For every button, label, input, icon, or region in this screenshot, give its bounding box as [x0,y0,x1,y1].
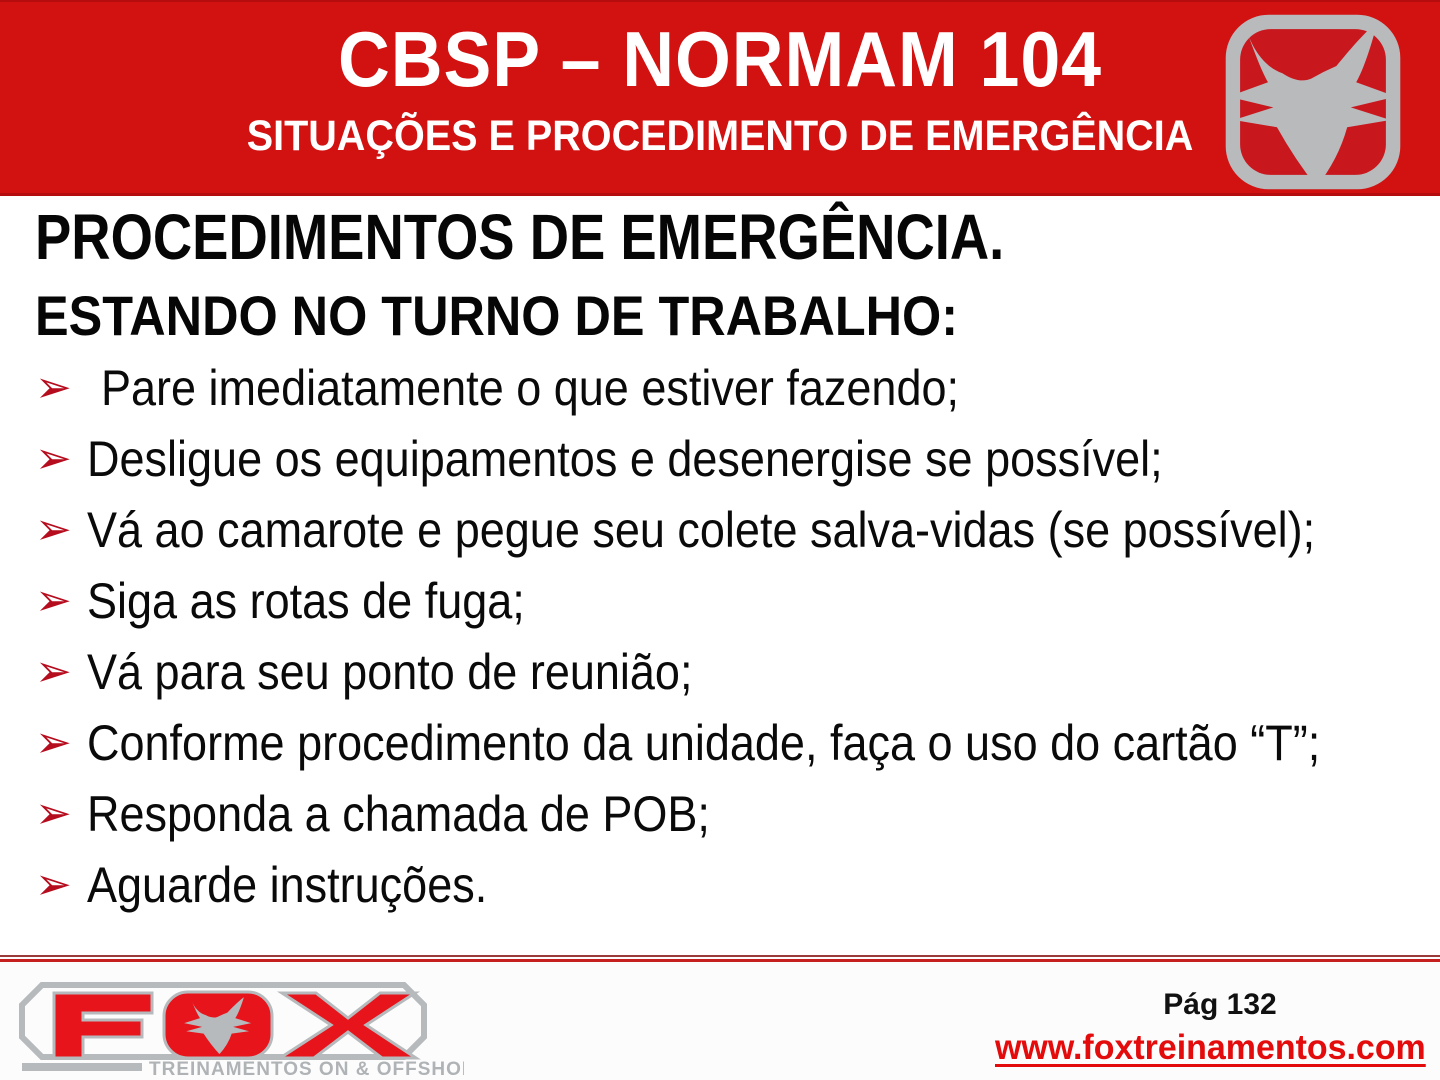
body-title: PROCEDIMENTOS DE EMERGÊNCIA. [35,201,1005,273]
body-subtitle: ESTANDO NO TURNO DE TRABALHO: [35,284,959,347]
logo-tagline-bar [22,1063,142,1071]
bullet-list [35,352,1435,920]
website-link[interactable]: www.foxtreinamentos.com [995,1028,1426,1067]
bullet-text: Aguarde instruções. [87,856,488,913]
bullet-text: Vá ao camarote e pegue seu colete salva-vidas (se possível); [87,501,1316,558]
logo-tagline: TREINAMENTOS ON & OFFSHORE [149,1059,464,1078]
page-number: Pág 132 [1163,988,1277,1021]
bullet-text: Conforme procedimento da unidade, faça o uso do cartão “T”; [87,714,1321,771]
list-item [35,778,1435,849]
bullet-text: Vá para seu ponto de reunião; [87,643,693,700]
bullet-text: Responda a chamada de POB; [87,785,710,842]
list-item [35,565,1435,636]
arrow-bullet-icon: ➢ [35,858,72,910]
arrow-bullet-icon: ➢ [35,432,72,484]
arrow-bullet-icon: ➢ [35,503,72,555]
footer [0,962,1440,1080]
list-item [35,849,1435,920]
bullet-text: Pare imediatamente o que estiver fazendo; [101,359,960,416]
footer-divider [0,955,1440,962]
list-item [35,423,1435,494]
slide-subtitle: SITUAÇÕES E PROCEDIMENTO DE EMERGÊNCIA [246,112,1194,160]
arrow-bullet-icon: ➢ [35,787,72,839]
arrow-bullet-icon: ➢ [35,361,72,413]
fox-badge-icon [1223,12,1403,192]
list-item [35,636,1435,707]
logo-letter-x [280,993,416,1058]
list-item [35,494,1435,565]
logo-letter-f [54,993,152,1058]
bullet-text: Siga as rotas de fuga; [87,572,525,629]
arrow-bullet-icon: ➢ [35,574,72,626]
header-band [0,0,1440,196]
list-item [35,352,1435,423]
list-item [35,707,1435,778]
arrow-bullet-icon: ➢ [35,716,72,768]
bullet-text: Desligue os equipamentos e desenergise se possível; [87,430,1163,487]
arrow-bullet-icon: ➢ [35,645,72,697]
fox-treinamentos-logo [12,979,464,1078]
slide-title: CBSP – NORMAM 104 [337,15,1103,103]
